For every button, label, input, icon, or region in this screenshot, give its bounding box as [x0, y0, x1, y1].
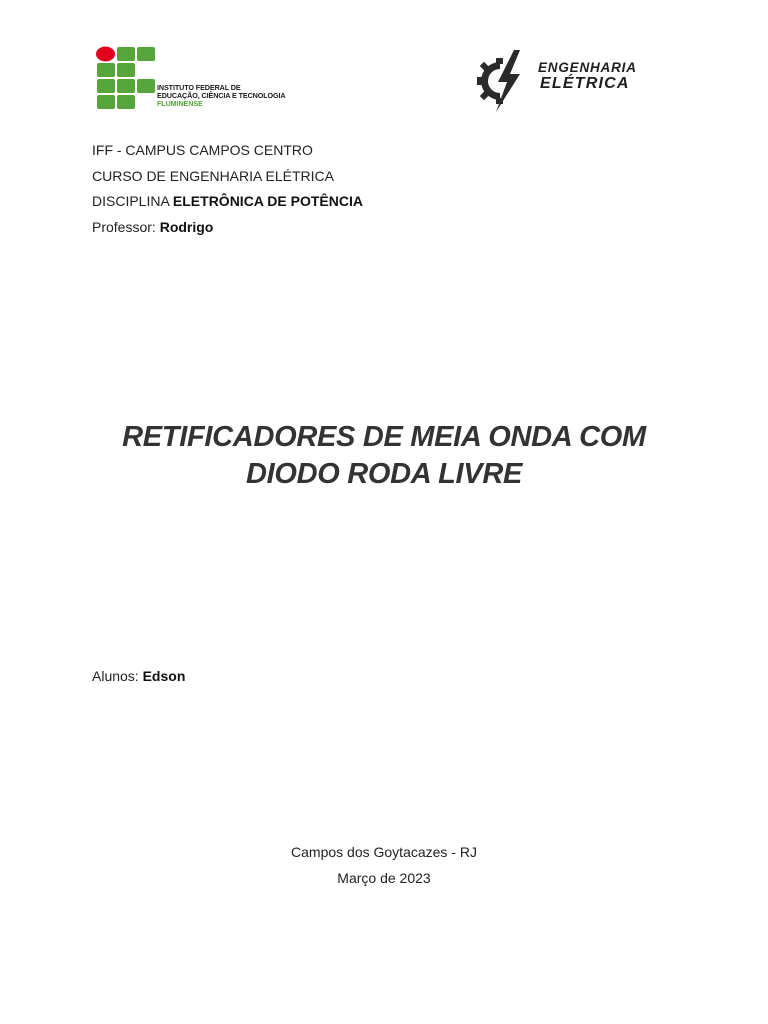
professor-label: Professor:	[92, 218, 160, 235]
professor-name: Rodrigo	[159, 218, 214, 235]
discipline-label: DISCIPLINA	[92, 193, 173, 209]
eng-logo-line-2: ELÉTRICA	[540, 75, 630, 92]
course-line: CURSO DE ENGENHARIA ELÉTRICA	[92, 167, 334, 184]
gear-lightning-icon	[474, 46, 526, 116]
discipline-name: ELETRÔNICA DE POTÊNCIA	[172, 193, 363, 209]
title-line-2: DIODO RODA LIVRE	[245, 458, 523, 490]
campus-line: IFF - CAMPUS CAMPOS CENTRO	[92, 142, 313, 158]
iff-line-3: FLUMINENSE	[157, 99, 203, 108]
eng-logo-text	[538, 60, 637, 93]
iff-grid-icon	[96, 46, 158, 110]
document-footer	[184, 840, 584, 891]
iff-line-2: EDUCAÇÃO, CIÊNCIA E TECNOLOGIA	[157, 91, 286, 100]
eng-logo-line-1: ENGENHARIA	[538, 60, 637, 75]
document-title	[84, 419, 684, 493]
title-line-1: RETIFICADORES DE MEIA ONDA COM	[122, 421, 646, 453]
institution-info	[92, 138, 363, 240]
iff-logo-text	[157, 84, 286, 108]
iff-line-1: INSTITUTO FEDERAL DE	[157, 83, 241, 92]
footer-city: Campos dos Goytacazes - RJ	[291, 844, 477, 860]
students-names: Edson	[142, 668, 186, 684]
engenharia-eletrica-logo	[474, 46, 678, 116]
students-line	[92, 668, 185, 684]
footer-date: Março de 2023	[337, 869, 431, 886]
iff-logo	[96, 46, 306, 110]
students-label: Alunos:	[92, 668, 143, 684]
discipline-line	[92, 189, 363, 215]
professor-line	[92, 215, 363, 241]
